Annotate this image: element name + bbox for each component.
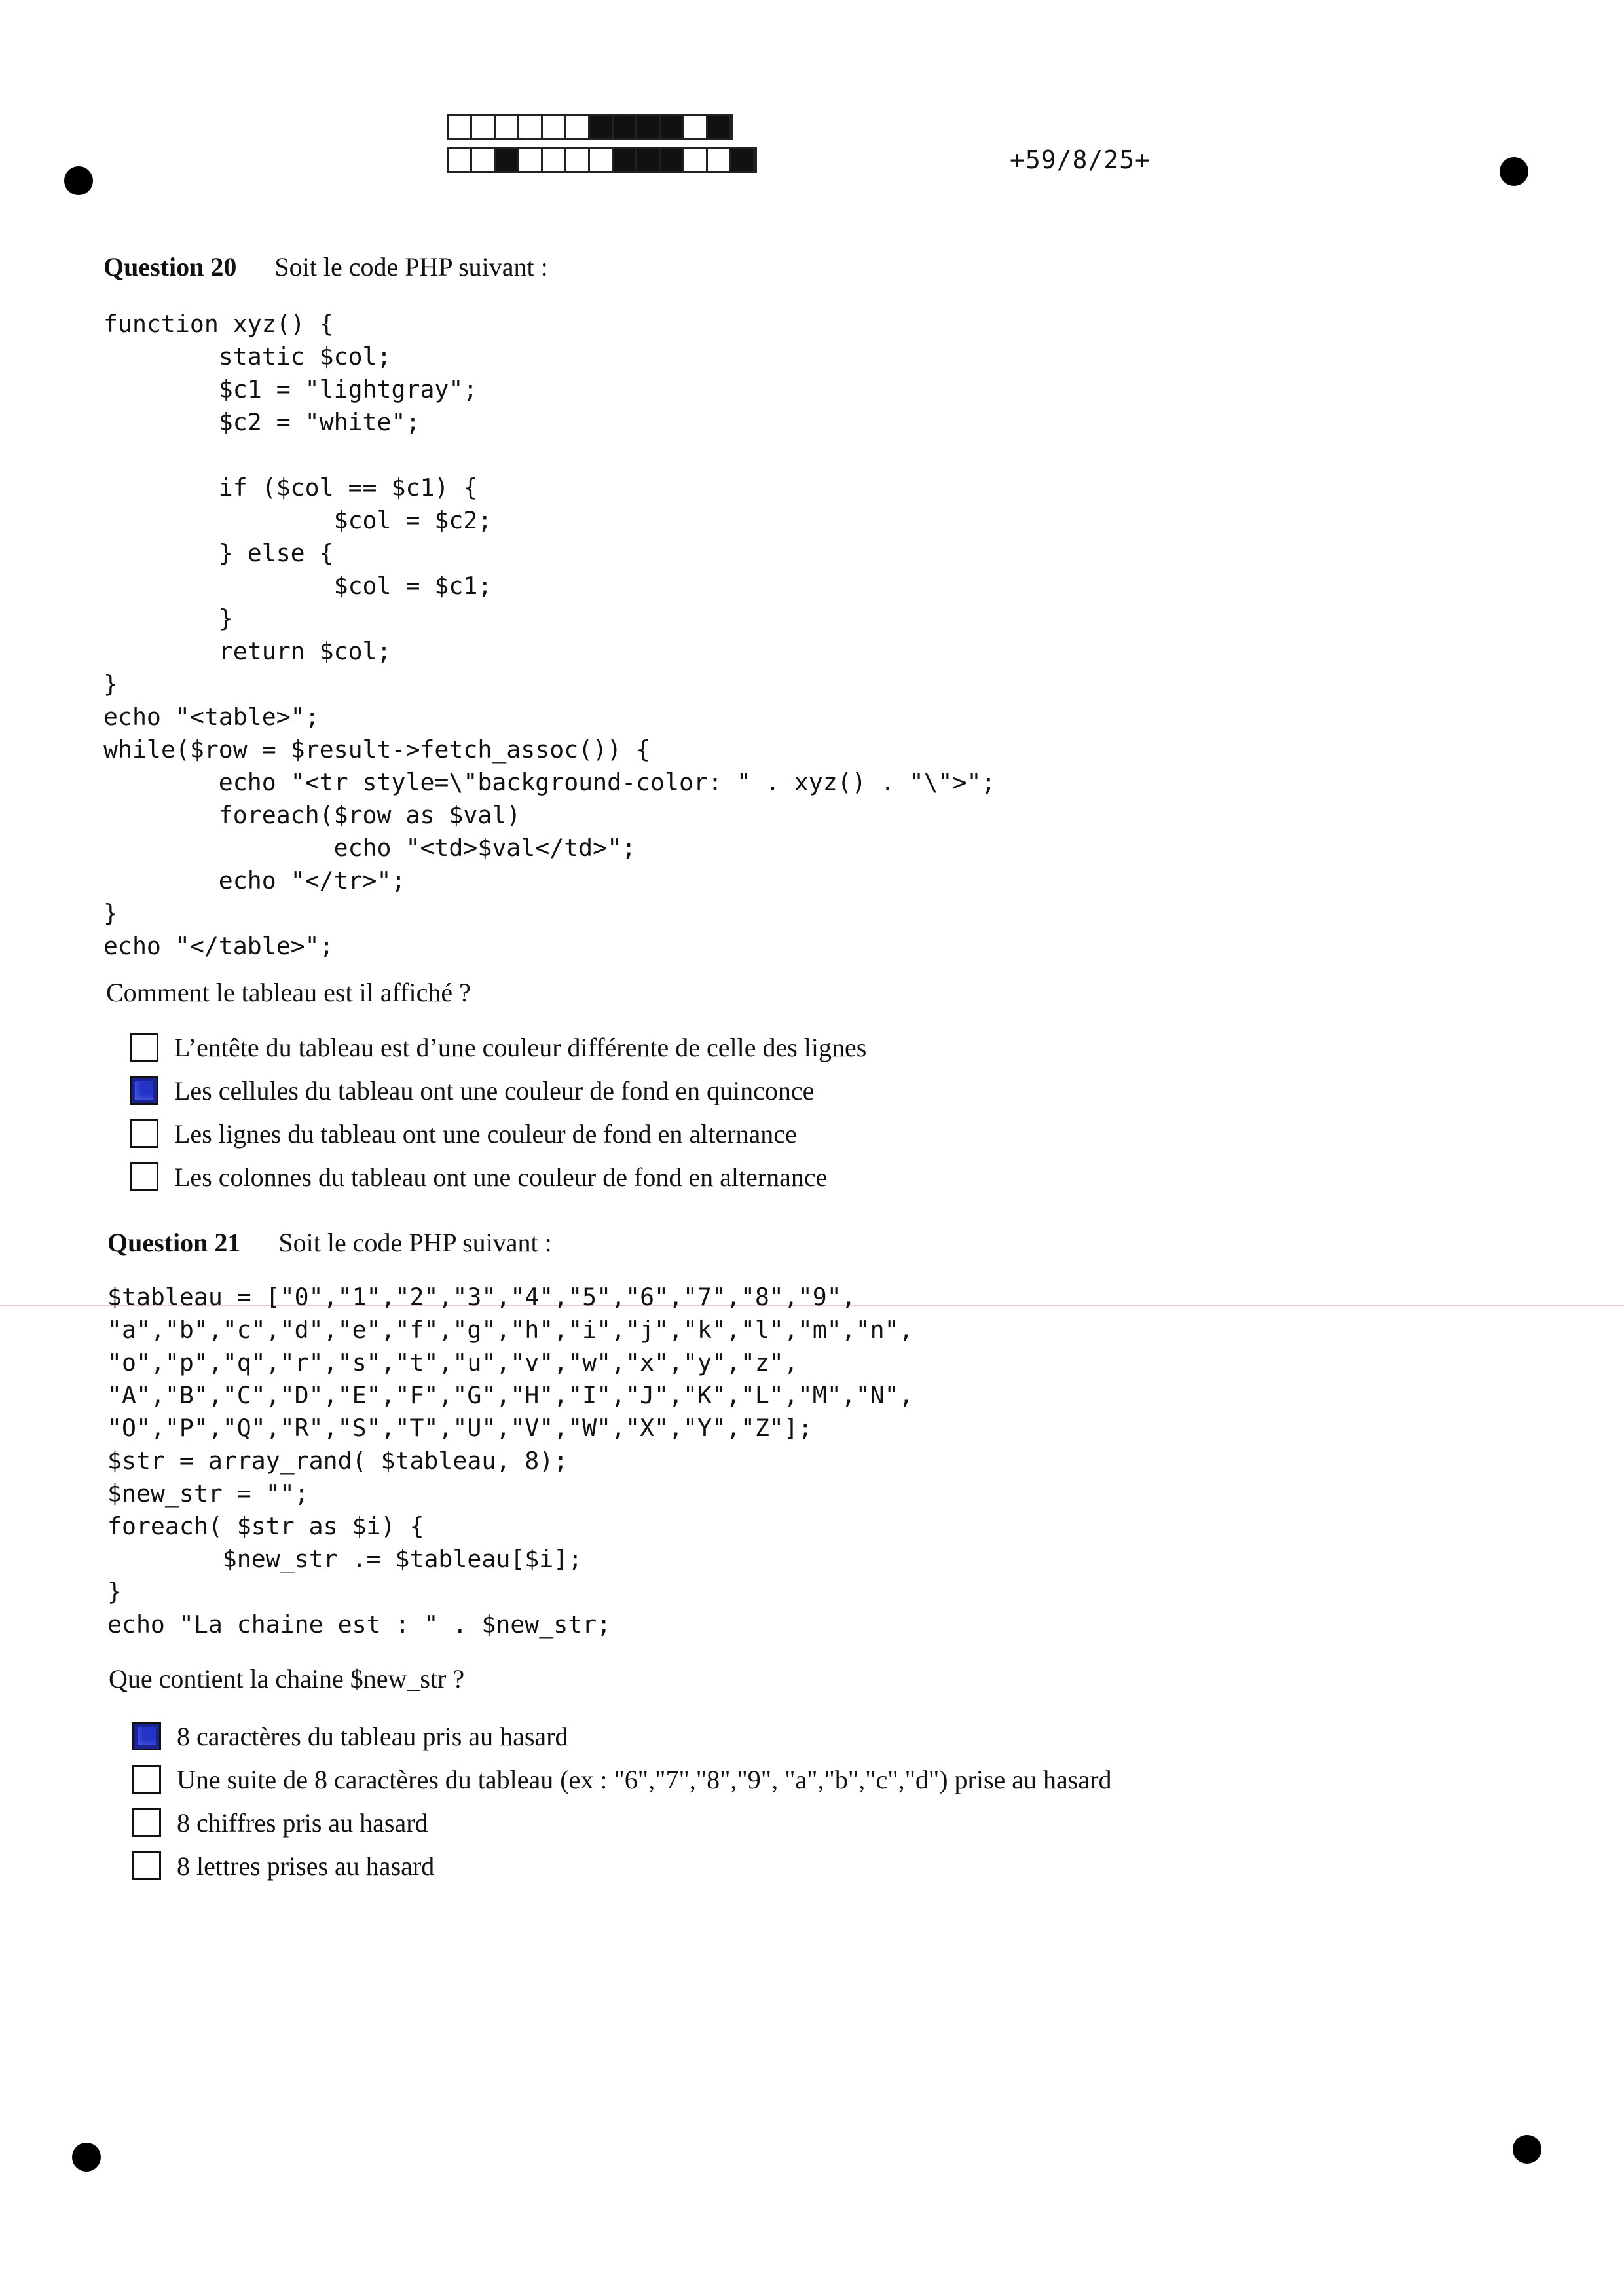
answer-option[interactable]: [132, 1844, 1111, 1887]
page-barcode-bottom: [447, 147, 757, 173]
question-number: Question 21: [107, 1228, 241, 1257]
option-label: 8 caractères du tableau pris au hasard: [177, 1721, 568, 1751]
barcode-cell: [496, 149, 519, 171]
answer-option[interactable]: [130, 1026, 866, 1069]
answer-option[interactable]: [130, 1112, 866, 1155]
registration-mark-top-right: [1500, 157, 1528, 186]
question-number: Question 20: [103, 252, 237, 282]
barcode-cell: [684, 149, 708, 171]
option-label: 8 chiffres pris au hasard: [177, 1807, 428, 1838]
barcode-cell: [684, 116, 708, 138]
barcode-cell: [661, 149, 684, 171]
registration-mark-bottom-left: [72, 2143, 101, 2172]
barcode-cell: [590, 149, 614, 171]
barcode-cell: [543, 149, 566, 171]
option-label: Les colonnes du tableau ont une couleur de fond en alternance: [174, 1162, 828, 1192]
registration-mark-top-left: [64, 166, 93, 195]
checkbox[interactable]: [130, 1119, 158, 1148]
question-21-header: [107, 1227, 552, 1258]
page-barcode-top: [447, 114, 733, 140]
barcode-cell: [449, 116, 472, 138]
question-prompt: Comment le tableau est il affiché ?: [106, 978, 471, 1007]
answer-option[interactable]: [132, 1758, 1111, 1801]
option-label: Une suite de 8 caractères du tableau (ex : "6","7","8","9", "a","b","c","d") prise au hasard: [177, 1764, 1112, 1794]
checkbox[interactable]: [130, 1033, 158, 1062]
barcode-cell: [637, 149, 661, 171]
checkbox[interactable]: [130, 1076, 158, 1105]
barcode-cell: [519, 116, 543, 138]
answer-option[interactable]: [132, 1714, 1111, 1758]
php-code-block: $tableau = ["0","1","2","3","4","5","6","7","8","9", "a","b","c","d","e","f","g","h","i","j","k","l","m","n", "o","p","q","r","s","t","u","v","w","x","y","z", "A","B","C","D","E","F","G","H","I","J","K","L","M","N", "O","P","Q","R","S","T","U","V","W","X","Y","Z"]; $str = array_rand( $tableau, 8); $new_str = ""; foreach( $str as $i) { $new_str .= $tableau[$i]; } echo "La chaine est : " . $new_str;: [107, 1283, 913, 1639]
answer-options: [130, 1026, 866, 1198]
barcode-cell: [708, 149, 731, 171]
answer-option[interactable]: [130, 1155, 866, 1198]
question-prompt: Que contient la chaine $new_str ?: [109, 1664, 465, 1694]
barcode-cell: [519, 149, 543, 171]
checkbox[interactable]: [132, 1808, 161, 1837]
checkbox[interactable]: [132, 1765, 161, 1794]
barcode-cell: [614, 116, 637, 138]
registration-mark-bottom-right: [1513, 2135, 1541, 2164]
barcode-cell: [543, 116, 566, 138]
checkbox[interactable]: [132, 1722, 161, 1750]
option-label: Les lignes du tableau ont une couleur de fond en alternance: [174, 1119, 797, 1149]
barcode-cell: [472, 116, 496, 138]
barcode-cell: [661, 116, 684, 138]
barcode-cell: [496, 116, 519, 138]
checkbox[interactable]: [130, 1162, 158, 1191]
barcode-cell: [708, 116, 731, 138]
barcode-cell: [637, 116, 661, 138]
checkbox[interactable]: [132, 1851, 161, 1880]
answer-option[interactable]: [130, 1069, 866, 1112]
option-label: 8 lettres prises au hasard: [177, 1851, 435, 1881]
barcode-cell: [731, 149, 755, 171]
question-title: Soit le code PHP suivant :: [274, 252, 548, 282]
barcode-cell: [614, 149, 637, 171]
question-20-header: [103, 251, 548, 282]
page-identifier: +59/8/25+: [1010, 145, 1151, 174]
barcode-cell: [449, 149, 472, 171]
question-title: Soit le code PHP suivant :: [278, 1228, 552, 1257]
answer-options: [132, 1714, 1111, 1887]
option-label: L’entête du tableau est d’une couleur différente de celle des lignes: [174, 1032, 867, 1062]
barcode-cell: [566, 116, 590, 138]
barcode-cell: [472, 149, 496, 171]
barcode-cell: [566, 149, 590, 171]
option-label: Les cellules du tableau ont une couleur de fond en quinconce: [174, 1075, 815, 1105]
php-code-block: function xyz() { static $col; $c1 = "lightgray"; $c2 = "white"; if ($col == $c1) { $col = $c2; } else { $col = $c1; } return $col; } echo "<table>"; while($row = $result->fetch_assoc()) { echo "<tr style=\"background-color: " . xyz() . "\">"; foreach($row as $val) echo "<td>$val</td>"; echo "</tr>"; } echo "</table>";: [103, 310, 996, 960]
answer-option[interactable]: [132, 1801, 1111, 1844]
barcode-cell: [590, 116, 614, 138]
